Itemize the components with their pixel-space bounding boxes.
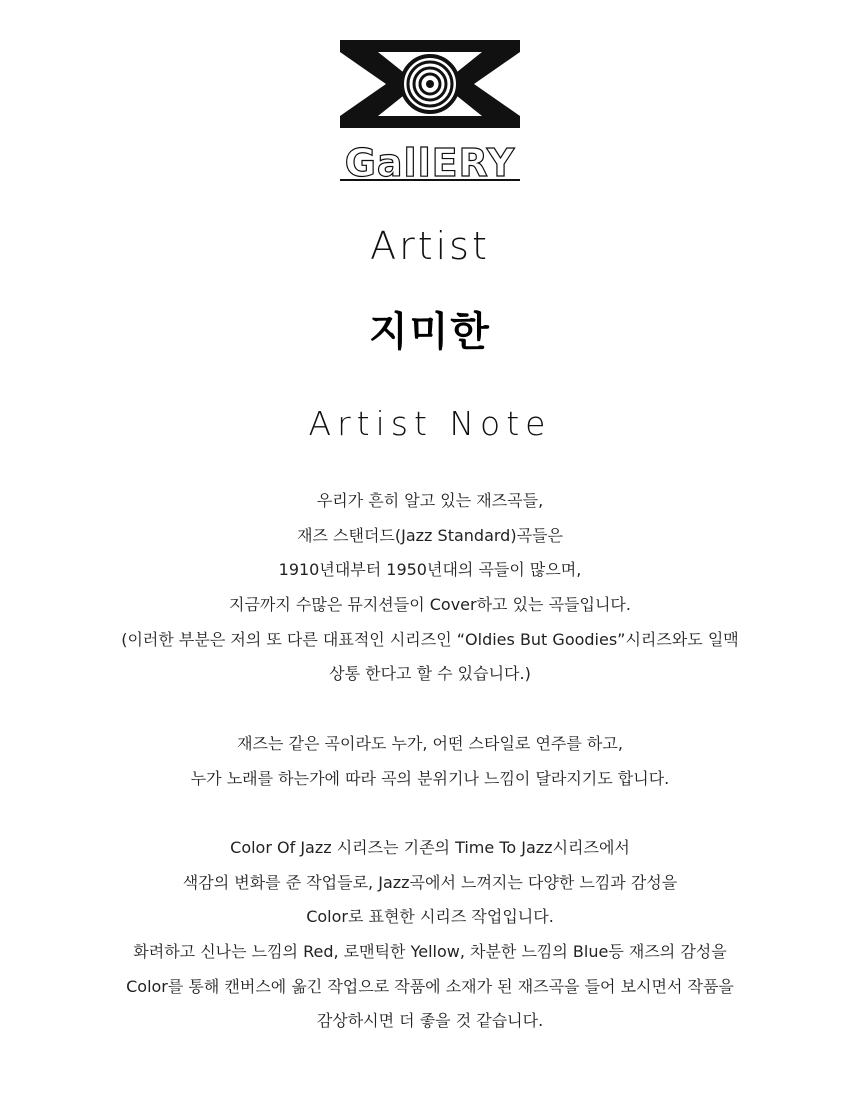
note-line: Color Of Jazz 시리즈는 기존의 Time To Jazz시리즈에서 bbox=[230, 837, 630, 857]
note-line: 누가 노래를 하는가에 따라 곡의 분위기나 느낌이 달라지기도 합니다. bbox=[190, 768, 670, 788]
note-line: 감상하시면 더 좋을 것 같습니다. bbox=[316, 1011, 544, 1031]
note-line: 재즈는 같은 곡이라도 누가, 어떤 스타일로 연주를 하고, bbox=[237, 733, 623, 753]
note-line: 재즈 스탠더드(Jazz Standard)곡들은 bbox=[297, 525, 563, 545]
note-line: 1910년대부터 1950년대의 곡들이 많으며, bbox=[278, 560, 582, 580]
note-line: Color로 표현한 시리즈 작업입니다. bbox=[306, 907, 554, 927]
paragraph-spacer bbox=[0, 796, 860, 831]
artist-note-body bbox=[0, 484, 860, 1039]
note-line: (이러한 부분은 저의 또 다른 대표적인 시리즈인 “Oldies But Goodies”시리즈와도 일맥 bbox=[121, 629, 739, 649]
gallery-wordmark-text: GallERY bbox=[344, 141, 516, 185]
note-line: 상통 한다고 할 수 있습니다.) bbox=[329, 664, 531, 684]
note-line: 우리가 흔히 알고 있는 재즈곡들, bbox=[316, 491, 544, 510]
paragraph-spacer bbox=[0, 692, 860, 727]
note-line: 화려하고 신나는 느낌의 Red, 로맨틱한 Yellow, 차분한 느낌의 Blue등 재즈의 감성을 bbox=[133, 941, 727, 961]
gallery-logo bbox=[338, 40, 522, 185]
artist-note-heading: Artist Note bbox=[308, 404, 552, 443]
logo-mark-icon bbox=[338, 40, 522, 140]
gallery-wordmark bbox=[338, 140, 522, 185]
note-line: 지금까지 수많은 뮤지션들이 Cover하고 있는 곡들입니다. bbox=[229, 595, 631, 615]
artist-label: Artist bbox=[370, 224, 490, 268]
note-line: 색감의 변화를 준 작업들로, Jazz곡에서 느껴지는 다양한 느낌과 감성을 bbox=[182, 872, 678, 892]
note-line: Color를 통해 캔버스에 옮긴 작업으로 작품에 소재가 된 재즈곡을 들어 보시면서 작품을 bbox=[126, 976, 734, 996]
artist-name: 지미한 bbox=[369, 309, 491, 355]
